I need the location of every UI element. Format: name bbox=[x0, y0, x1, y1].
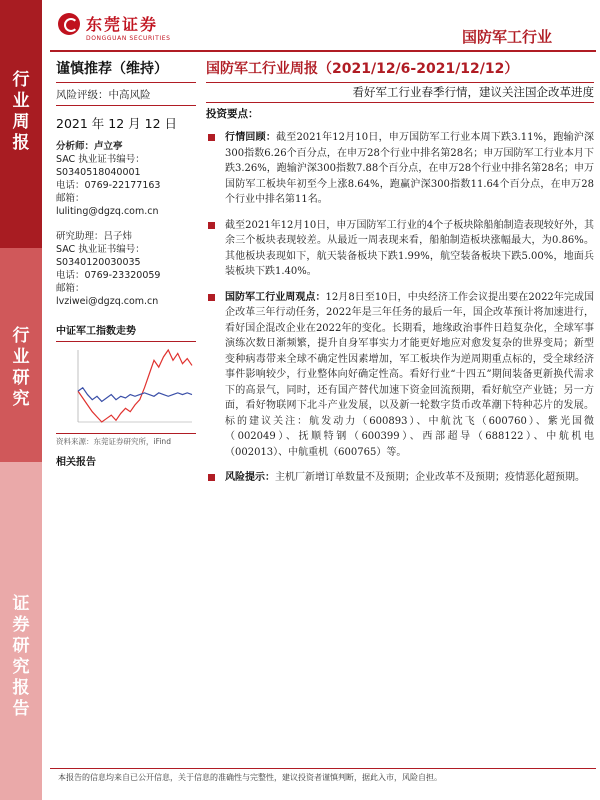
logo-subtext: DONGGUAN SECURITIES bbox=[86, 35, 171, 42]
analyst-phone: 电话：0769-22177163 bbox=[56, 180, 161, 191]
bullet-square-icon bbox=[208, 222, 215, 229]
bullet-body: 截至2021年12月10日，申万国防军工行业的4个子板块除船舶制造表现较好外，其余三个板块表现较差。从最近一周表现来看，船舶制造板块涨幅最大，为0.86%。其他板块表现如下，航天装备板块下跌1.99%，航空装备板块下跌5.00%，地面兵装板块下跌1.40%。 bbox=[225, 219, 594, 277]
chart-source: 资料来源：东莞证券研究所，iFind bbox=[56, 433, 196, 447]
bullet-item bbox=[206, 470, 594, 486]
bullet-square-icon bbox=[208, 294, 215, 301]
rating: 谨慎推荐（维持） bbox=[56, 61, 168, 77]
analyst-cert: S0340518040001 bbox=[56, 167, 141, 178]
bullet-square-icon bbox=[208, 474, 215, 481]
index-chart bbox=[56, 341, 196, 431]
bullet-item bbox=[206, 290, 594, 461]
bullet-text bbox=[225, 470, 585, 486]
risk-divider bbox=[56, 105, 196, 106]
analyst-name: 分析师：卢立亭 bbox=[56, 141, 123, 152]
assistant-email[interactable]: lvziwei@dgzq.com.cn bbox=[56, 296, 159, 307]
analyst-cert-label: SAC 执业证书编号： bbox=[56, 154, 145, 165]
bullet-item bbox=[206, 218, 594, 280]
analyst-email-label: 邮箱： bbox=[56, 193, 85, 204]
logo-text: 东莞证券 bbox=[86, 15, 159, 34]
report-title: 国防军工行业周报（2021/12/6-2021/12/12） bbox=[206, 61, 519, 77]
bullet-list bbox=[206, 130, 594, 486]
assistant-email-label: 邮箱： bbox=[56, 283, 85, 294]
series-line-0 bbox=[78, 350, 192, 422]
bullet-lead: 行情回顾： bbox=[225, 132, 277, 143]
sidebar-label-weekly: 行业周报 bbox=[12, 70, 30, 153]
sidebar-label-securities: 证券研究报告 bbox=[12, 594, 30, 719]
bullet-body: 主机厂新增订单数量不及预期；企业改革不及预期；疫情恶化超预期。 bbox=[275, 472, 585, 483]
key-points-heading: 投资要点： bbox=[206, 108, 259, 120]
index-chart-svg bbox=[56, 342, 196, 432]
analyst-email[interactable]: luliting@dgzq.com.cn bbox=[56, 206, 159, 217]
header-divider bbox=[50, 50, 596, 52]
assistant-info bbox=[56, 230, 196, 308]
main-content bbox=[206, 106, 594, 496]
sidebar-block-research bbox=[0, 248, 42, 462]
company-logo bbox=[58, 12, 171, 42]
assistant-phone: 电话：0769-23320059 bbox=[56, 270, 161, 281]
assistant-cert-label: SAC 执业证书编号： bbox=[56, 244, 145, 255]
bullet-square-icon bbox=[208, 134, 215, 141]
bullet-item bbox=[206, 130, 594, 208]
title-divider bbox=[206, 82, 594, 83]
bullet-lead: 风险提示： bbox=[225, 472, 275, 483]
rating-divider bbox=[56, 82, 196, 83]
bullet-body: 12月8日至10日，中央经济工作会议提出要在2022年完成国企改革三年行动任务，2022年是三年任务的最后一年，国企改革预计将加速进行，看好国企混改企业在2022年的变化。长期看，地缘政治事件日趋复杂化，全球军事演练次数日渐频繁，提升自身军事实力才能更好地应对愈发复杂的世界变局；新型变种病毒带来全球不确定性因素增加，军工板块作为逆周期重点标的，受全球经济事件影响较少，行业整体向好确定性高。看好行业“十四五”期间装备更新换代需求下的高景气，同时，还有国产替代加速下资金回流预期，看好航空产业链；另一方面，看好物联网下北斗产业发展，以及新一轮数字货币改革潮下特种芯片的发展。标的建议关注：航发动力（600893）、中航沈飞（600760）、紫光国微（002049）、抚顺特钢（600399）、西部超导（688122）、中航机电（002013）、中航重机（600765）等。 bbox=[225, 291, 595, 458]
bullet-text bbox=[225, 218, 594, 280]
industry-label: 国防军工行业 bbox=[461, 28, 552, 46]
assistant-name: 研究助理：吕子炜 bbox=[56, 231, 133, 242]
sidebar-block-weekly bbox=[0, 0, 42, 248]
risk-rating: 风险评级：中高风险 bbox=[56, 89, 151, 101]
bullet-text bbox=[225, 130, 594, 208]
assistant-cert: S0340120030035 bbox=[56, 257, 141, 268]
disclaimer: 本报告的信息均来自已公开信息，关于信息的准确性与完整性，建议投资者谨慎判断，据此入市，风险自担。 bbox=[58, 773, 442, 782]
footer-divider bbox=[50, 768, 596, 769]
left-info-column bbox=[56, 58, 196, 468]
bullet-lead: 国防军工行业周观点： bbox=[225, 291, 326, 303]
sidebar bbox=[0, 0, 42, 800]
subtitle-divider bbox=[206, 102, 594, 103]
report-date: 2021 年 12 月 12 日 bbox=[56, 116, 177, 131]
analyst-info bbox=[56, 140, 196, 218]
sidebar-block-securities bbox=[0, 462, 42, 800]
bullet-text bbox=[225, 290, 594, 461]
report-subtitle: 看好军工行业春季行情，建议关注国企改革进度 bbox=[352, 85, 594, 99]
series-line-1 bbox=[78, 388, 192, 402]
index-chart-title: 中证军工指数走势 bbox=[56, 326, 136, 337]
related-reports-heading: 相关报告 bbox=[56, 457, 96, 468]
sidebar-label-research: 行业研究 bbox=[12, 326, 30, 409]
bullet-body: 截至2021年12月10日，申万国防军工行业本周下跌3.11%，跑输沪深300指数6.26个百分点，在申万28个行业中排名第28名；申万国防军工行业本月下跌3.26%，跑输沪深300指数7.88个百分点，在申万28个行业中排名第28名；申万国防军工板块年初至今上涨8.64%，跑赢沪深300指数11.64个百分点，在申万28个行业中排名第11名。 bbox=[225, 132, 595, 205]
logo-icon bbox=[58, 13, 80, 35]
